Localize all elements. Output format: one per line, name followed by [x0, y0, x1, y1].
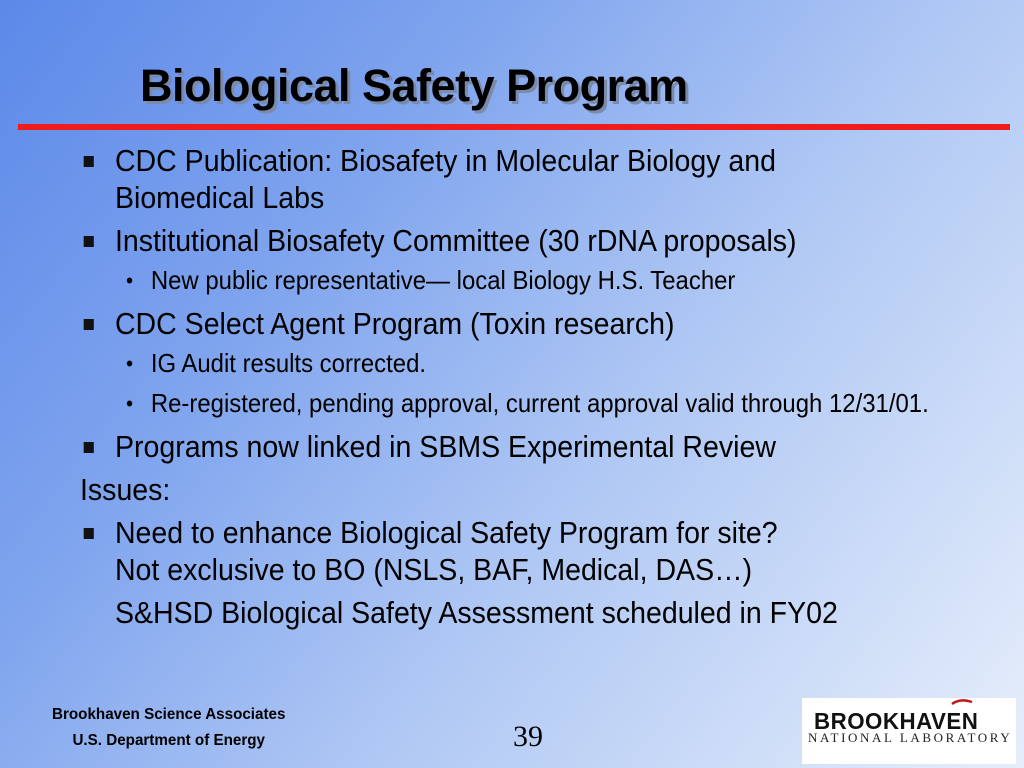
sub-bullet-text: IG Audit results corrected.	[150, 348, 427, 378]
square-bullet-icon	[84, 319, 94, 330]
bullet-text: Need to enhance Biological Safety Program for site?	[114, 515, 778, 550]
bullet-text-continuation: Biomedical Labs	[114, 180, 325, 215]
square-bullet-icon	[84, 236, 94, 247]
bullet-cdc-publication	[80, 142, 961, 216]
logo-name: BROOKHAVEN	[814, 708, 979, 734]
title-divider	[18, 124, 1010, 130]
logo-subtitle: NATIONAL LABORATORY	[808, 730, 1013, 745]
page-number: 39	[513, 720, 543, 753]
bullet-text-continuation: Not exclusive to BO (NSLS, BAF, Medical, DAS…)	[114, 552, 753, 587]
issues-heading: Issues:	[80, 472, 171, 507]
bullet-text: CDC Publication: Biosafety in Molecular Biology and	[114, 143, 777, 178]
sub-bullet-text: New public representative— local Biology H.S. Teacher	[150, 265, 736, 295]
bullet-select-agent	[80, 305, 961, 342]
bullet-text: CDC Select Agent Program (Toxin research)	[114, 306, 675, 341]
assessment-line: S&HSD Biological Safety Assessment scheduled in FY02	[114, 595, 838, 630]
square-bullet-icon	[84, 156, 94, 167]
bullet-biosafety-committee	[80, 222, 961, 259]
brookhaven-logo	[802, 698, 1016, 764]
bullet-text: Programs now linked in SBMS Experimental Review	[114, 429, 776, 464]
sub-bullet-public-representative	[80, 265, 942, 296]
dot-bullet-icon: •	[126, 351, 134, 376]
bullet-sbms-programs	[80, 428, 961, 465]
dot-bullet-icon: •	[126, 391, 134, 416]
sub-bullet-text: Re-registered, pending approval, current approval valid through 12/31/01.	[150, 388, 929, 418]
square-bullet-icon	[84, 528, 94, 539]
footer-org-line2: U.S. Department of Energy	[72, 732, 266, 749]
bullet-text: Institutional Biosafety Committee (30 rDNA proposals)	[114, 223, 797, 258]
footer-organization	[52, 702, 285, 754]
sub-bullet-re-registered	[80, 388, 942, 419]
footer-org-line1: Brookhaven Science Associates	[52, 706, 286, 723]
slide-title: Biological Safety Program	[140, 60, 688, 111]
bullet-enhance-program	[80, 514, 961, 588]
square-bullet-icon	[84, 442, 94, 453]
sub-bullet-ig-audit	[80, 348, 942, 379]
dot-bullet-icon: •	[126, 268, 134, 293]
slide-content	[80, 142, 960, 631]
